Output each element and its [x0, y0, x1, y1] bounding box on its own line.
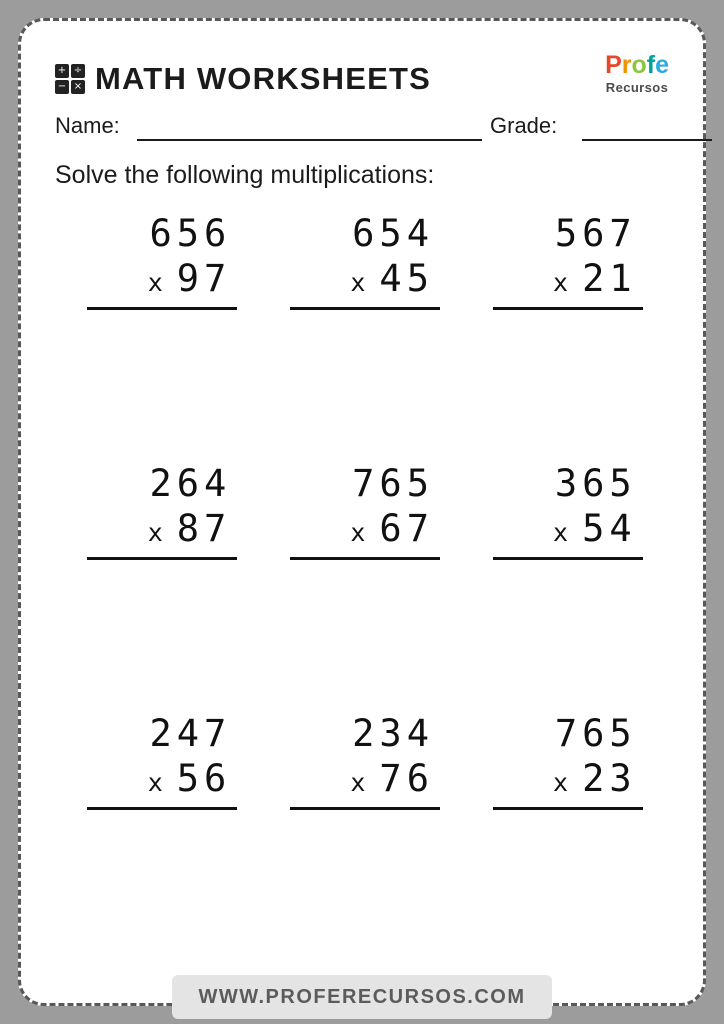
multiplier: 23: [582, 757, 637, 801]
worksheet-page: [18, 18, 706, 1006]
brand-logo: [605, 53, 669, 94]
answer-line[interactable]: [493, 307, 643, 310]
operator-sign: x: [553, 518, 569, 548]
multiplicand: 765: [554, 712, 637, 755]
math-operations-icon: [55, 64, 85, 94]
multiplicand: 247: [149, 712, 232, 755]
brand-letter-o: o: [631, 51, 647, 79]
minus-icon: −: [55, 80, 69, 94]
plus-icon: +: [55, 64, 69, 78]
operator-sign: x: [350, 768, 366, 798]
answer-line[interactable]: [493, 807, 643, 810]
multiplier: 54: [582, 507, 637, 551]
answer-line[interactable]: [87, 307, 237, 310]
student-info-row: [55, 113, 669, 147]
answer-line[interactable]: [87, 807, 237, 810]
answer-line[interactable]: [87, 557, 237, 560]
multiplier: 97: [176, 257, 232, 301]
operator-sign: x: [553, 768, 569, 798]
multiply-icon: ×: [71, 80, 85, 94]
multiplicand: 365: [554, 462, 637, 505]
name-input-line[interactable]: [137, 139, 482, 141]
answer-line[interactable]: [290, 557, 440, 560]
operator-sign: x: [147, 518, 163, 548]
problem-item: [61, 711, 264, 961]
answer-line[interactable]: [290, 807, 440, 810]
page-title: MATH WORKSHEETS: [95, 61, 432, 96]
grade-label: Grade:: [490, 113, 558, 138]
multiplicand: 264: [149, 462, 232, 505]
multiplier: 56: [176, 757, 232, 801]
multiplicand: 234: [352, 712, 434, 755]
operator-sign: x: [147, 268, 163, 298]
operator-sign: x: [350, 518, 366, 548]
brand-letter-p: P: [605, 51, 622, 79]
answer-line[interactable]: [493, 557, 643, 560]
multiplicand: 567: [554, 212, 637, 255]
problem-item: [264, 211, 467, 461]
operator-sign: x: [147, 768, 163, 798]
problem-item: [264, 461, 467, 711]
problem-grid: [61, 211, 669, 961]
brand-subtitle: Recursos: [605, 80, 669, 95]
footer-banner: [172, 975, 552, 1019]
brand-letter-e: e: [655, 51, 669, 79]
multiplier: 76: [379, 757, 434, 801]
problem-item: [466, 211, 669, 461]
problem-item: [264, 711, 467, 961]
multiplier: 21: [582, 257, 637, 301]
title-block: [55, 61, 431, 97]
multiplier: 45: [379, 257, 434, 301]
answer-line[interactable]: [290, 307, 440, 310]
grade-input-line[interactable]: [582, 139, 712, 141]
problem-item: [61, 211, 264, 461]
problem-item: [466, 461, 669, 711]
worksheet-header: [21, 45, 703, 109]
brand-name: [605, 53, 669, 78]
problem-item: [61, 461, 264, 711]
multiplicand: 654: [352, 212, 434, 255]
operator-sign: x: [350, 268, 366, 298]
operator-sign: x: [553, 268, 569, 298]
multiplicand: 765: [352, 462, 434, 505]
multiplier: 87: [176, 507, 232, 551]
problem-item: [466, 711, 669, 961]
divide-icon: ÷: [71, 64, 85, 78]
website-url[interactable]: WWW.PROFERECURSOS.COM: [198, 985, 526, 1008]
brand-letter-f: f: [646, 51, 656, 79]
brand-letter-r: r: [621, 51, 632, 79]
multiplier: 67: [379, 507, 434, 551]
multiplicand: 656: [149, 212, 232, 255]
name-label: Name:: [55, 113, 120, 138]
instruction-text: Solve the following multiplications:: [55, 161, 435, 189]
